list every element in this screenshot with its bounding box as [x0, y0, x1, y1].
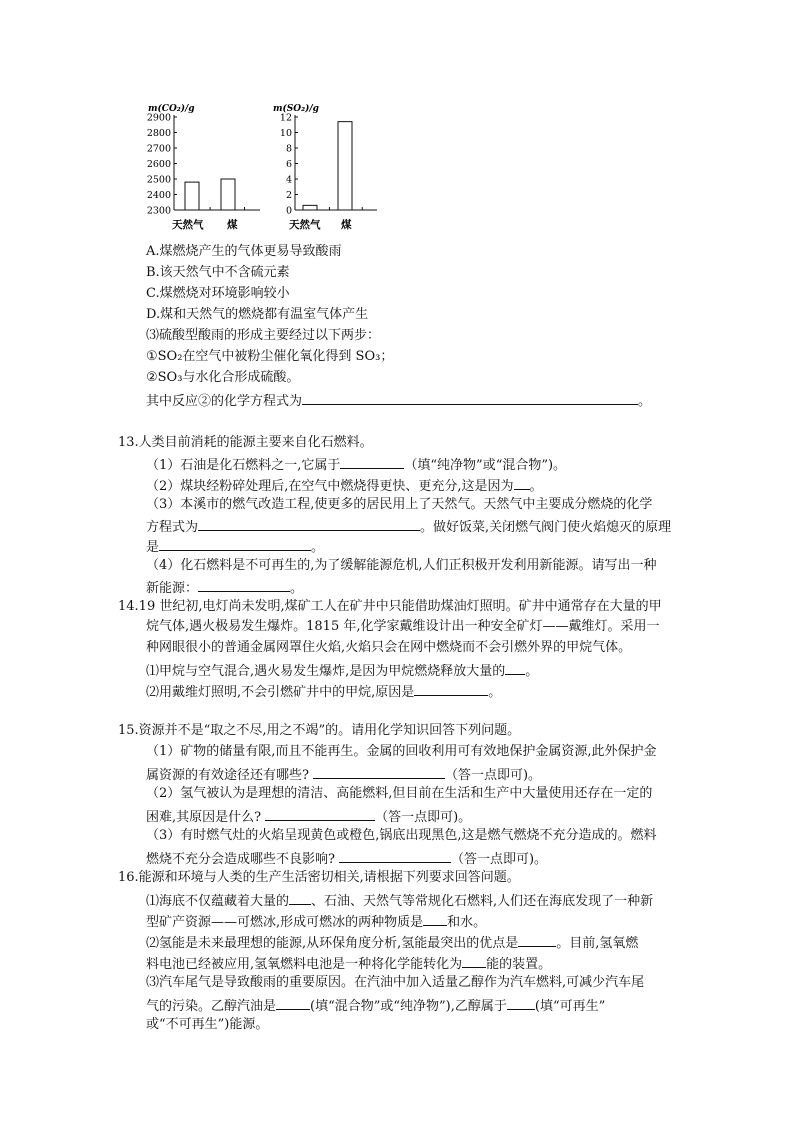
q14-p2-end: 。	[488, 685, 502, 700]
q15-part2: （2）氢气被认为是理想的清洁、高能燃料,但目前在生活和生产中大量使用还存在一定的	[146, 786, 653, 801]
y-tick-label: 0	[285, 205, 292, 217]
answer-blank[interactable]	[289, 890, 311, 905]
q16-p1-text: ⑴海底不仅蕴藏着大量的	[146, 894, 290, 909]
q16-part3-line2	[146, 995, 605, 1016]
q16-title: 16.能源和环境与人类的生产生活密切相关,请根据下列要求回答问题。	[118, 870, 520, 885]
q16-p1-text3: 型矿产资源——可燃冰,形成可燃冰的两种物质是	[146, 915, 424, 930]
q16-p2-end: 能的装置。	[486, 957, 552, 972]
option-b: B.该天然气中不含硫元素	[146, 265, 290, 280]
q16-part1-line2	[146, 911, 486, 932]
y-axis-label: m(SO₂)/g	[273, 104, 319, 114]
q14-p2-text: ⑵用戴维灯照明,不会引燃矿井中的甲烷,原因是	[146, 685, 415, 700]
x-category-label: 煤	[227, 219, 238, 230]
answer-blank[interactable]	[265, 806, 375, 821]
y-axis-label: m(CO₂)/g	[148, 104, 195, 114]
bar-natural-gas	[185, 182, 199, 210]
q13-p1-text: （1）石油是化石燃料之一,它属于	[146, 458, 341, 473]
q16-p2-text3: 料电池已经被应用,氢氧燃料电池是一种将化学能转化为	[146, 957, 463, 972]
co2-bar-chart	[140, 100, 265, 230]
bar-natural-gas	[303, 205, 317, 210]
q12-ask	[146, 390, 651, 411]
q16-part3: ⑶汽车尾气是导致酸雨的重要原因。在汽油中加入适量乙醇作为汽车燃料,可减少汽车尾	[146, 975, 645, 990]
q12-part3: ⑶硫酸型酸雨的形成主要经过以下两步：	[146, 328, 381, 343]
y-tick-label: 2700	[146, 143, 171, 155]
q12-ask-end: 。	[638, 394, 652, 409]
y-tick-label: 2800	[146, 128, 171, 139]
answer-blank[interactable]	[514, 475, 530, 490]
answer-blank[interactable]	[414, 681, 488, 696]
q16-part3-line3: 或“不可再生”)能源。	[146, 1017, 269, 1032]
answer-blank[interactable]	[340, 454, 404, 469]
y-tick-label: 2300	[146, 205, 171, 217]
bar-coal	[338, 122, 352, 210]
answer-blank[interactable]	[313, 764, 445, 779]
q16-p1-end: 和水。	[447, 915, 487, 930]
q13-part4-line2	[146, 577, 303, 598]
q15-p2-hint: （答一点即可)。	[375, 810, 472, 825]
q13-p3-end: 。	[311, 540, 325, 555]
q13-title: 13.人类目前消耗的能源主要来自化石燃料。	[118, 435, 373, 450]
q14-p1-end: 。	[525, 664, 539, 679]
q13-part3-line2	[146, 516, 671, 537]
answer-blank[interactable]	[302, 390, 638, 405]
answer-blank[interactable]	[276, 995, 310, 1010]
q12-step2: ②SO₃与水化合形成硫酸。	[146, 370, 300, 385]
q15-p1-hint: （答一点即可)。	[444, 768, 542, 783]
q13-part2	[146, 475, 543, 496]
answer-blank[interactable]	[198, 577, 290, 592]
q16-p2-text: ⑵氢能是未来最理想的能源,从环保角度分析,氢能最突出的优点是	[146, 936, 519, 951]
y-tick-label: 2	[285, 190, 292, 201]
y-tick-label: 2500	[146, 174, 171, 186]
q15-title: 15.资源并不是“取之不尽,用之不竭”的。请用化学知识回答下列问题。	[118, 723, 521, 738]
q15-part1-line2	[146, 764, 541, 785]
q13-part4: （4）化石燃料是不可再生的,为了缓解能源危机,人们正积极开发利用新能源。请写出一种	[146, 558, 657, 573]
q15-p3-hint: （答一点即可)。	[450, 852, 548, 867]
q14-part1	[146, 660, 538, 681]
q16-p3-text: 气的污染。乙醇汽油是	[146, 999, 277, 1014]
q15-p1-text: 属资源的有效途径还有哪些?	[146, 768, 309, 783]
y-tick-label: 10	[279, 128, 292, 139]
q16-p3-text3: (填“可再生”	[534, 999, 606, 1014]
q15-part1: （1）矿物的储量有限,而且不能再生。金属的回收利用可有效地保护金属资源,此外保护金	[146, 744, 657, 759]
option-c: C.煤燃烧对环境影响较小	[146, 286, 290, 301]
q12-ask-text: 其中反应②的化学方程式为	[146, 394, 303, 409]
q13-p2-end: 。	[529, 479, 543, 494]
answer-blank[interactable]	[462, 953, 486, 968]
q13-p3-text2: 。做好饭菜,关闭燃气阀门使火焰熄灭的原理	[420, 520, 672, 535]
y-tick-label: 4	[285, 174, 292, 186]
q13-p3-text: 方程式为	[146, 520, 199, 535]
q15-p2-text: 困难,其原因是什么?	[146, 810, 262, 825]
q13-p3-text3: 是	[146, 540, 160, 555]
q15-part2-line2	[146, 806, 471, 827]
answer-blank[interactable]	[339, 848, 451, 863]
q16-p2-text2: 。目前,氢氧燃	[556, 936, 639, 951]
q14-part2	[146, 681, 501, 702]
q15-part3-line2	[146, 848, 547, 869]
option-d: D.煤和天然气的燃烧都有温室气体产生	[146, 307, 369, 322]
y-tick-label: 2400	[146, 190, 171, 201]
q13-part3: （3）本溪市的燃气改造工程,使更多的居民用上了天然气。天然气中主要成分燃烧的化学	[146, 497, 653, 512]
so2-bar-chart	[265, 100, 390, 230]
y-tick-label: 6	[285, 159, 292, 170]
q13-p2-text: （2）煤块经粉碎处理后,在空气中燃烧得更快、更充分,这是因为	[146, 479, 514, 494]
q16-part2-line2	[146, 953, 551, 974]
q16-part1	[146, 890, 653, 911]
y-tick-label: 2600	[146, 159, 171, 170]
q15-part3: （3）有时燃气灶的火焰呈现黄色或橙色,锅底出现黑色,这是燃气燃烧不充分造成的。燃料	[146, 828, 657, 843]
q13-p1-hint: （填“纯净物”或“混合物”)。	[404, 458, 567, 473]
x-category-label: 煤	[341, 219, 352, 230]
q14-line1: 14.19 世纪初,电灯尚未发明,煤矿工人在矿井中只能借助煤油灯照明。矿井中通常存在大量的甲	[118, 599, 662, 614]
y-tick-label: 2900	[146, 112, 171, 124]
x-category-label: 天然气	[289, 219, 321, 230]
answer-blank[interactable]	[159, 536, 311, 551]
answer-blank[interactable]	[507, 995, 535, 1010]
x-category-label: 天然气	[172, 219, 204, 230]
q16-part2	[146, 932, 638, 953]
q14-line2: 烷气体,遇火极易发生爆炸。1815 年,化学家戴维设计出一种安全矿灯——戴维灯。采用一	[146, 619, 660, 634]
q13-part3-line3	[146, 536, 324, 557]
q13-p4-end: 。	[290, 581, 304, 596]
bar-coal	[221, 179, 235, 210]
option-a: A.煤燃烧产生的气体更易导致酸雨	[146, 244, 342, 259]
answer-blank[interactable]	[505, 660, 525, 675]
y-tick-label: 12	[279, 112, 292, 124]
q14-p1-text: ⑴甲烷与空气混合,遇火易发生爆炸,是因为甲烷燃烧释放大量的	[146, 664, 506, 679]
answer-blank[interactable]	[423, 911, 447, 926]
y-tick-label: 8	[285, 143, 292, 155]
q16-p3-text2: (填“混合物”或“纯净物”),乙醇属于	[310, 999, 507, 1014]
q16-p1-text2: 、石油、天然气等常规化石燃料,人们还在海底发现了一种新	[311, 894, 654, 909]
answer-blank[interactable]	[518, 932, 556, 947]
q12-step1: ①SO₂在空气中被粉尘催化氧化得到 SO₃；	[146, 349, 394, 364]
answer-blank[interactable]	[198, 516, 420, 531]
q15-p3-text: 燃烧不充分会造成哪些不良影响?	[146, 852, 335, 867]
q14-line3: 种网眼很小的普通金属网罩住火焰,火焰只会在网中燃烧而不会引燃外界的甲烷气体。	[146, 640, 632, 655]
q13-part1	[146, 454, 566, 475]
q13-p4-text: 新能源：	[146, 581, 199, 596]
